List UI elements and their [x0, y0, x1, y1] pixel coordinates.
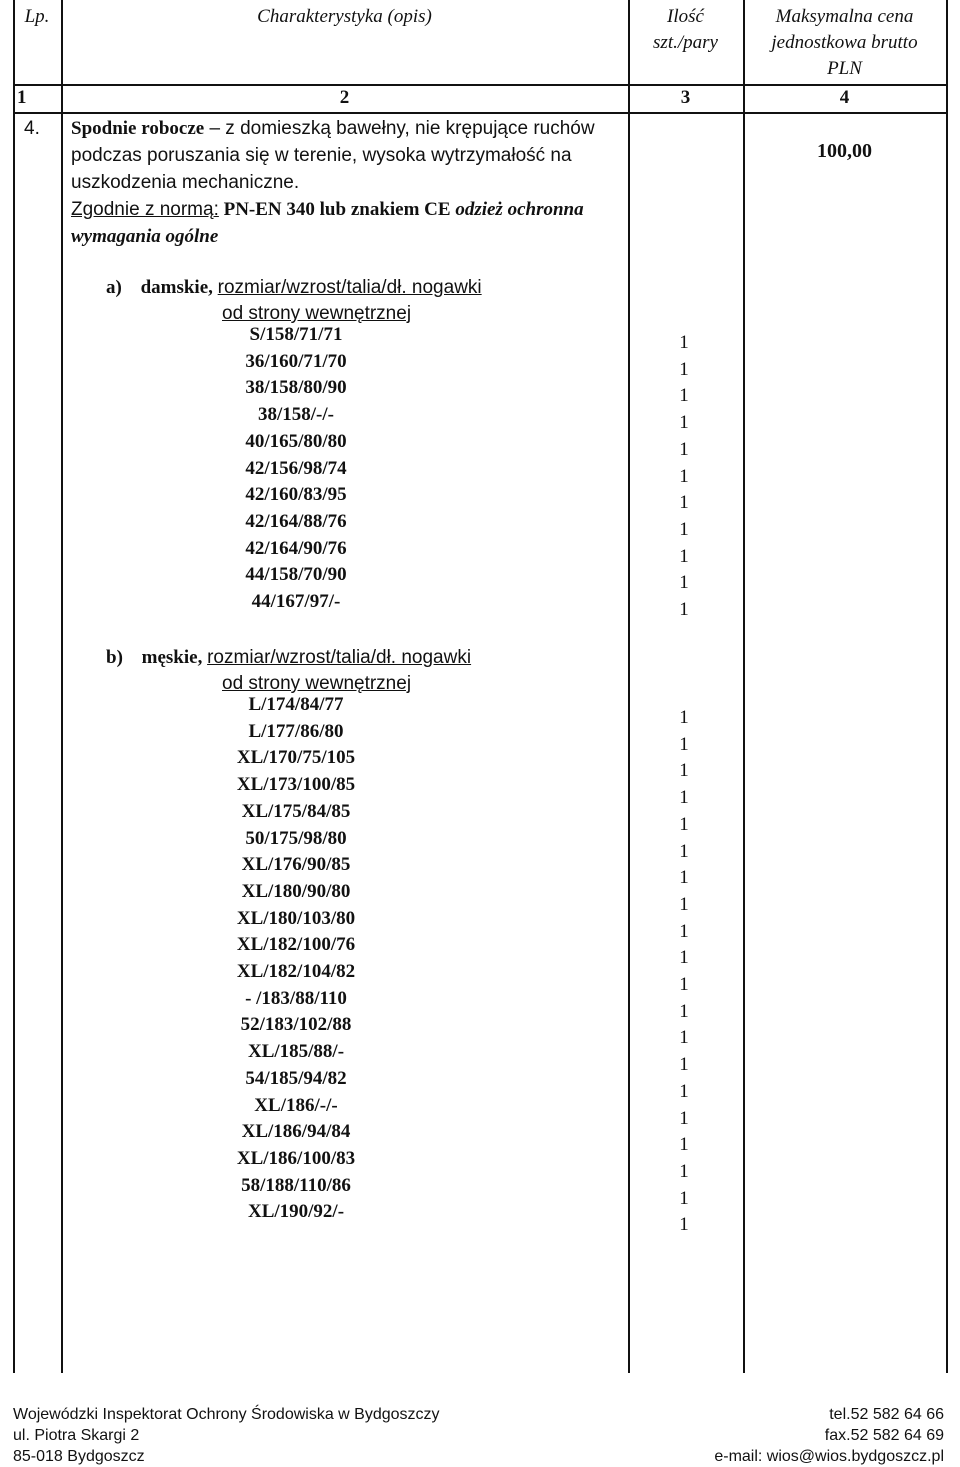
section-b-size-20: XL/190/92/-: [247, 1201, 345, 1223]
section-b-size-15: 54/185/94/82: [245, 1067, 347, 1089]
section-a-qty-3: 1: [679, 385, 689, 407]
section-b-size-6: 50/175/98/80: [245, 827, 347, 849]
table-border-left: [13, 0, 15, 1373]
section-a-qty-6: 1: [679, 465, 689, 487]
section-a-qty-7: 1: [679, 492, 689, 514]
section-b-qty-6: 1: [679, 840, 689, 862]
section-a-label: damskie,: [140, 277, 213, 298]
section-b-letter: b): [106, 647, 123, 668]
header-description: Charakterystyka (opis): [257, 6, 432, 27]
section-b-qty-11: 1: [679, 974, 689, 995]
section-b-qty-20: 1: [679, 1214, 689, 1236]
section-b-qty-18: 1: [679, 1160, 689, 1182]
item-desc-line3: uszkodzenia mechaniczne.: [71, 172, 300, 193]
section-b-heading: [106, 644, 471, 671]
section-a-size-6: 42/156/98/74: [245, 457, 347, 479]
section-a-size-11: 44/167/97/-: [251, 591, 341, 612]
section-b-qty-2: 1: [679, 733, 689, 755]
section-a-size-5: 40/165/80/80: [245, 430, 347, 452]
section-b-size-1: L/174/84/77: [248, 694, 344, 715]
column-divider-qty: [743, 0, 745, 1373]
header-bottom-line: [13, 84, 948, 86]
item-desc-line1-rest: – z domieszką bawełny, nie krępujące ruchów: [204, 118, 595, 139]
section-b-size-4: XL/173/100/85: [236, 774, 356, 796]
footer-org-line3: 85-018 Bydgoszcz: [13, 1448, 145, 1465]
header-lp: Lp.: [24, 6, 50, 27]
norm-value: PN-EN 340 lub znakiem CE: [218, 199, 456, 220]
section-a-qty-5: 1: [679, 438, 689, 460]
section-b-qty-16: 1: [679, 1107, 689, 1129]
norm-italic: odzież ochronna: [455, 199, 584, 220]
header-price-line3: PLN: [827, 58, 862, 79]
column-number-2: 2: [339, 87, 350, 108]
section-a-qty-11: 1: [679, 599, 689, 620]
item-max-price: 100,00: [817, 140, 872, 162]
section-b-size-5: XL/175/84/85: [241, 800, 351, 822]
section-a-heading: [106, 274, 482, 301]
section-b-qty-4: 1: [679, 787, 689, 809]
column-numbers-bottom-line: [13, 112, 948, 114]
section-b-size-13: 52/183/102/88: [240, 1014, 352, 1036]
section-b-size-12: - /183/88/110: [245, 987, 347, 1009]
section-b-size-7: XL/176/90/85: [241, 854, 351, 876]
section-b-qty-10: 1: [679, 947, 689, 969]
section-a-qty-8: 1: [679, 518, 689, 540]
norm-italic-line2: wymagania ogólne: [71, 226, 219, 247]
column-divider-lp: [61, 0, 63, 1373]
item-lp: 4.: [24, 118, 40, 139]
section-a-qty-2: 1: [679, 358, 689, 380]
section-b-qty-12: 1: [679, 1000, 689, 1022]
section-a-size-9: 42/164/90/76: [245, 537, 347, 559]
section-b-qty-9: 1: [679, 920, 689, 942]
section-b-size-3: XL/170/75/105: [236, 747, 356, 769]
footer-tel: tel.52 582 64 66: [829, 1406, 944, 1423]
norm-label: Zgodnie z normą:: [71, 199, 219, 220]
section-b-size-19: 58/188/110/86: [241, 1174, 351, 1196]
section-a-spec-line2: od strony wewnętrznej: [222, 303, 412, 324]
column-divider-desc: [628, 0, 630, 1373]
footer-fax: fax.52 582 64 69: [824, 1427, 944, 1444]
section-b-qty-7: 1: [679, 867, 689, 889]
table-border-right: [946, 0, 948, 1373]
section-a-size-10: 44/158/70/90: [245, 564, 347, 586]
footer-org-line1: Wojewódzki Inspektorat Ochrony Środowiska w Bydgoszczy: [13, 1406, 440, 1423]
footer-email: e-mail: wios@wios.bydgoszcz.pl: [714, 1448, 944, 1465]
item-desc-line2: podczas poruszania się w terenie, wysoka wytrzymałość na: [71, 145, 572, 166]
section-a-size-1: S/158/71/71: [249, 324, 343, 345]
section-a-qty-9: 1: [679, 545, 689, 567]
header-quantity-line1: Ilość: [667, 6, 704, 27]
section-b-size-2: L/177/86/80: [248, 720, 344, 742]
header-price-line2: jednostkowa brutto: [771, 32, 918, 53]
section-a-size-7: 42/160/83/95: [245, 484, 347, 506]
section-b-size-8: XL/180/90/80: [241, 880, 351, 902]
section-b-size-17: XL/186/94/84: [241, 1121, 351, 1143]
section-b-qty-17: 1: [679, 1134, 689, 1156]
header-price-line1: Maksymalna cena: [775, 6, 914, 27]
section-b-spec-line1: rozmiar/wzrost/talia/dł. nogawki: [207, 647, 472, 668]
section-b-label: męskie,: [141, 647, 203, 668]
section-a-qty-4: 1: [679, 412, 689, 434]
item-norm-line: [71, 196, 584, 223]
section-b-size-9: XL/180/103/80: [236, 907, 356, 929]
column-number-3: 3: [680, 87, 691, 108]
section-b-qty-15: 1: [679, 1080, 689, 1102]
section-a-qty-1: 1: [679, 332, 689, 353]
section-b-qty-8: 1: [679, 893, 689, 915]
section-a-size-2: 36/160/71/70: [245, 350, 347, 372]
section-b-qty-19: 1: [679, 1187, 689, 1209]
section-a-qty-10: 1: [679, 572, 689, 594]
section-b-size-14: XL/185/88/-: [247, 1041, 345, 1063]
section-b-qty-14: 1: [679, 1054, 689, 1076]
section-b-size-18: XL/186/100/83: [236, 1147, 356, 1169]
section-b-qty-3: 1: [679, 760, 689, 782]
item-desc-line1: [71, 115, 595, 142]
item-title: Spodnie robocze: [71, 118, 205, 139]
section-a-size-4: 38/158/-/-: [258, 404, 334, 426]
section-a-size-3: 38/158/80/90: [245, 377, 347, 399]
section-a-spec-line1: rozmiar/wzrost/talia/dł. nogawki: [217, 277, 482, 298]
section-b-spec-line2: od strony wewnętrznej: [222, 673, 412, 694]
footer-org-line2: ul. Piotra Skargi 2: [13, 1427, 140, 1444]
header-quantity-line2: szt./pary: [653, 32, 718, 53]
section-b-size-11: XL/182/104/82: [236, 961, 356, 982]
column-number-4: 4: [839, 87, 850, 108]
section-a-letter: a): [106, 277, 122, 298]
column-number-1: 1: [17, 87, 27, 108]
section-b-size-10: XL/182/100/76: [236, 934, 356, 956]
section-b-size-16: XL/186/-/-: [254, 1094, 338, 1116]
section-b-qty-13: 1: [679, 1027, 689, 1049]
section-b-qty-1: 1: [679, 707, 689, 728]
section-b-qty-5: 1: [679, 813, 689, 835]
section-a-size-8: 42/164/88/76: [245, 510, 347, 532]
